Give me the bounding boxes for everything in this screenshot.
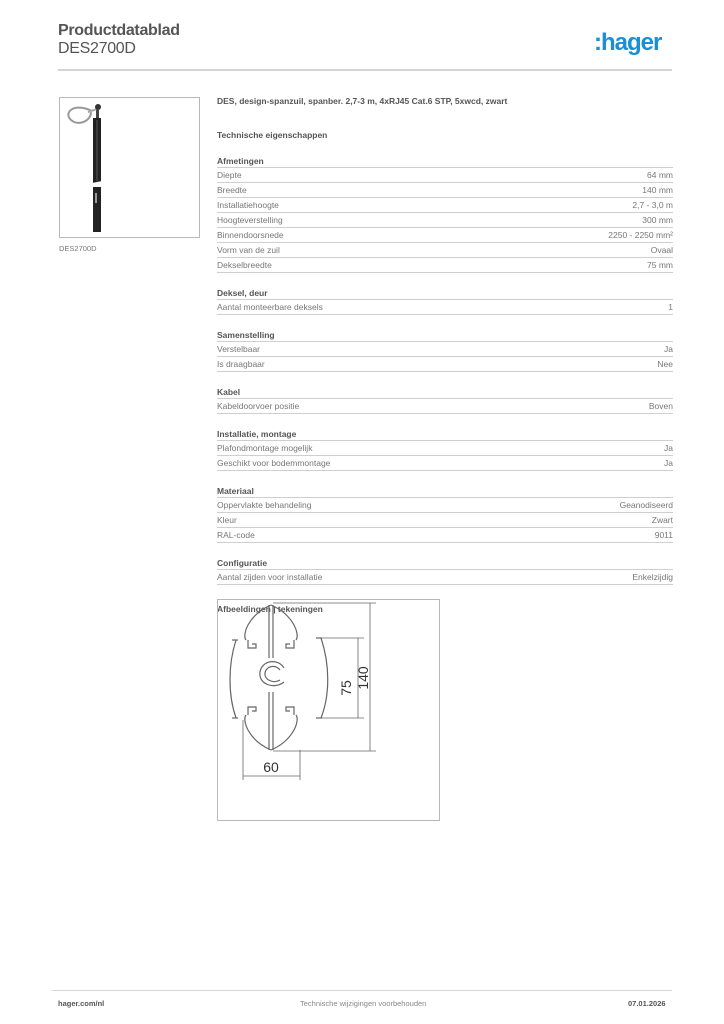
spec-row xyxy=(217,183,673,198)
spec-value: 300 mm xyxy=(642,215,673,225)
spec-value: Zwart xyxy=(651,515,673,525)
spec-row xyxy=(217,441,673,456)
section-title: Materiaal xyxy=(217,485,673,498)
section-materiaal xyxy=(217,485,673,543)
spec-row xyxy=(217,300,673,315)
section-installatie-montage xyxy=(217,428,673,471)
spec-row xyxy=(217,213,673,228)
section-title: Kabel xyxy=(217,386,673,399)
dim-height-label: 140 xyxy=(355,666,371,690)
document-title: Productdatablad xyxy=(58,22,180,39)
spec-row xyxy=(217,168,673,183)
spec-value: Ja xyxy=(664,443,673,453)
section-title: Samenstelling xyxy=(217,329,673,342)
spec-value: 9011 xyxy=(654,530,673,540)
spec-label: Geschikt voor bodemmontage xyxy=(217,458,331,468)
section-title: Afmetingen xyxy=(217,155,673,168)
spec-value: Ovaal xyxy=(650,245,673,255)
spec-label: Dekselbreedte xyxy=(217,260,272,270)
spec-row xyxy=(217,342,673,357)
section-title: Configuratie xyxy=(217,557,673,570)
spec-value: Enkelzijdig xyxy=(632,572,673,582)
spec-value: Ja xyxy=(664,458,673,468)
section-title: Installatie, montage xyxy=(217,428,673,441)
technical-properties-heading: Technische eigenschappen xyxy=(217,130,328,140)
spec-label: RAL-code xyxy=(217,530,255,540)
spec-row xyxy=(217,258,673,273)
section-samenstelling xyxy=(217,329,673,372)
spec-label: Kleur xyxy=(217,515,237,525)
spec-row xyxy=(217,228,673,243)
product-image-caption: DES2700D xyxy=(59,244,97,253)
technical-drawing xyxy=(217,599,440,821)
product-description: DES, design-spanzuil, spanber. 2,7-3 m, 4xRJ45 Cat.6 STP, 5xwcd, zwart xyxy=(217,96,508,106)
spec-label: Vorm van de zuil xyxy=(217,245,280,255)
section-title: Deksel, deur xyxy=(217,287,673,300)
footer-website-link[interactable]: hager.com/nl xyxy=(58,999,105,1008)
spec-label: Aantal monteerbare deksels xyxy=(217,302,323,312)
spec-value: Boven xyxy=(648,401,673,411)
section-configuratie xyxy=(217,557,673,585)
spec-row xyxy=(217,570,673,585)
footer-date: 07.01.2026 xyxy=(628,999,666,1008)
spec-value: Nee xyxy=(657,359,673,369)
spec-label: Diepte xyxy=(217,170,242,180)
spec-value: 140 mm xyxy=(642,185,673,195)
footer-disclaimer: Technische wijzigingen voorbehouden xyxy=(300,999,427,1008)
cross-section-drawing-icon xyxy=(218,600,439,820)
product-image xyxy=(59,97,200,238)
column-product-icon xyxy=(60,98,199,237)
spec-row xyxy=(217,357,673,372)
spec-label: Oppervlakte behandeling xyxy=(217,500,312,510)
spec-value: 75 mm xyxy=(647,260,673,270)
section-deksel-deur xyxy=(217,287,673,315)
footer-divider xyxy=(52,990,672,991)
dim-width-label: 60 xyxy=(263,759,279,775)
spec-row xyxy=(217,399,673,414)
dim-cover-label: 75 xyxy=(338,680,354,696)
spec-value: Geanodiseerd xyxy=(619,500,673,510)
spec-row xyxy=(217,513,673,528)
spec-label: Is draagbaar xyxy=(217,359,265,369)
section-afmetingen xyxy=(217,155,673,273)
spec-label: Kabeldoorvoer positie xyxy=(217,401,300,411)
spec-label: Breedte xyxy=(217,185,247,195)
spec-value: 1 xyxy=(668,302,673,312)
spec-label: Aantal zijden voor installatie xyxy=(217,572,323,582)
spec-label: Installatiehoogte xyxy=(217,200,279,210)
spec-row xyxy=(217,498,673,513)
spec-row xyxy=(217,198,673,213)
spec-value: 64 mm xyxy=(647,170,673,180)
spec-label: Binnendoorsnede xyxy=(217,230,284,240)
spec-value: 2,7 - 3,0 m xyxy=(632,200,673,210)
spec-label: Hoogteverstelling xyxy=(217,215,283,225)
hager-logo: :hager xyxy=(594,29,662,56)
spec-label: Plafondmontage mogelijk xyxy=(217,443,313,453)
spec-label: Verstelbaar xyxy=(217,344,260,354)
spec-row xyxy=(217,243,673,258)
spec-value: Ja xyxy=(664,344,673,354)
specifications-panel xyxy=(217,96,673,616)
header-divider xyxy=(58,69,672,71)
drawings-heading: Afbeeldingen | tekeningen xyxy=(217,604,323,614)
spec-row xyxy=(217,456,673,471)
spec-row xyxy=(217,528,673,543)
spec-value: 2250 - 2250 mm² xyxy=(608,230,673,240)
section-kabel xyxy=(217,386,673,414)
product-code: DES2700D xyxy=(58,40,136,57)
